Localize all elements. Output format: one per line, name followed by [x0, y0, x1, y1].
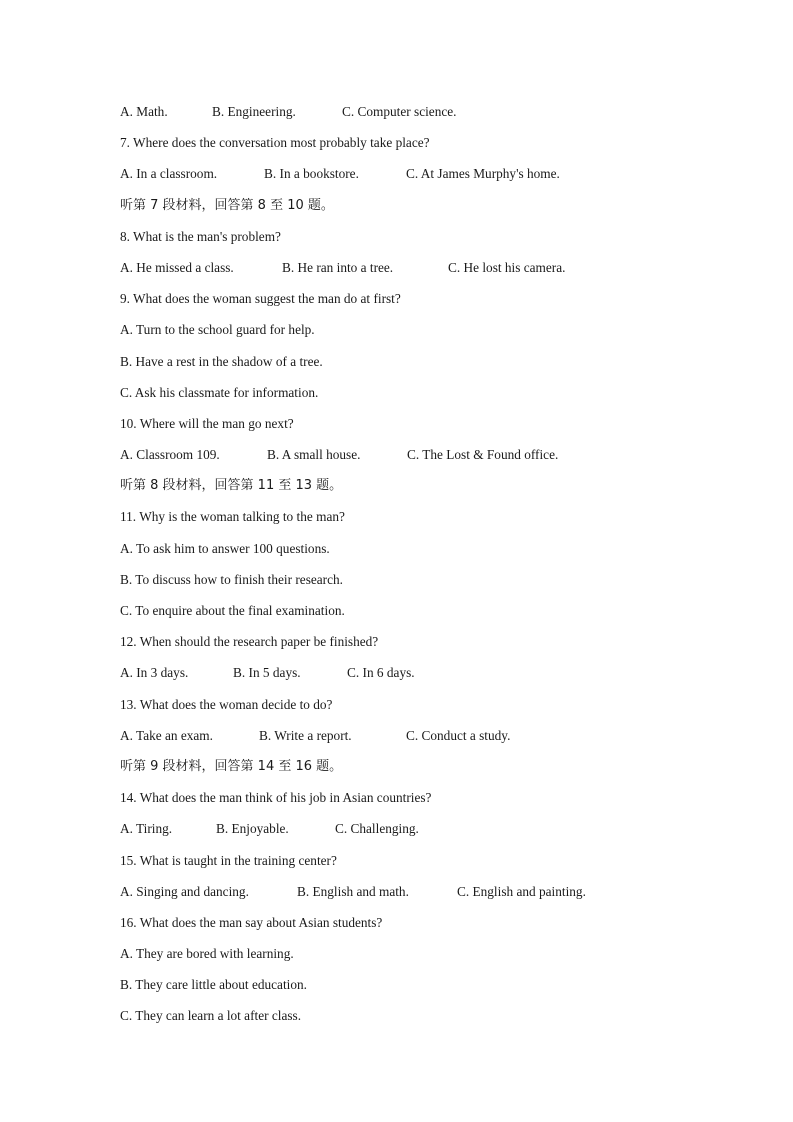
option-a: A. Singing and dancing.: [120, 883, 249, 899]
options-row: [120, 164, 740, 195]
option-b: B. Engineering.: [212, 104, 296, 119]
option-c: C. The Lost & Found office.: [407, 447, 559, 463]
options-row: [120, 102, 740, 133]
option-a: A. Classroom 109.: [120, 447, 220, 463]
options-row: [120, 726, 740, 757]
option-c: C. Conduct a study.: [406, 727, 511, 743]
option-c: C. Computer science.: [342, 104, 457, 119]
question-text: 7. Where does the conversation most probably take place?: [120, 135, 430, 151]
question-text: 15. What is taught in the training center?: [120, 852, 337, 868]
exam-page: [120, 102, 740, 1038]
question-text: 9. What does the woman suggest the man do at first?: [120, 291, 401, 307]
option-c: C. English and painting.: [457, 883, 586, 899]
option-b: B. Write a report.: [259, 727, 352, 743]
question-text: 14. What does the man think of his job in Asian countries?: [120, 790, 432, 806]
option-a: A. Tiring.: [120, 821, 173, 837]
option-b: B. A small house.: [267, 447, 361, 463]
option-text: A. Turn to the school guard for help.: [120, 322, 315, 338]
section-heading: 听第 9 段材料，回答第 14 至 16 题。: [120, 758, 343, 774]
option-a: A. In 3 days.: [120, 665, 189, 681]
question-text: 10. Where will the man go next?: [120, 415, 294, 431]
option-c: C. In 6 days.: [347, 665, 415, 681]
option-a: A. He missed a class.: [120, 259, 234, 275]
options-row: [120, 882, 740, 913]
option-text: C. They can learn a lot after class.: [120, 1008, 302, 1024]
section-heading: 听第 8 段材料，回答第 11 至 13 题。: [120, 478, 343, 494]
option-c: C. At James Murphy's home.: [406, 166, 560, 182]
option-text: A. To ask him to answer 100 questions.: [120, 540, 330, 556]
options-row: [120, 445, 740, 476]
option-b: B. He ran into a tree.: [282, 259, 394, 275]
question-text: 16. What does the man say about Asian students?: [120, 914, 383, 930]
option-text: C. To enquire about the final examination.: [120, 603, 345, 618]
option-a: A. In a classroom.: [120, 166, 218, 182]
option-a: A. Take an exam.: [120, 727, 213, 743]
option-b: B. English and math.: [297, 883, 409, 899]
section-heading: 听第 7 段材料，回答第 8 至 10 题。: [120, 197, 334, 213]
option-text: B. To discuss how to finish their research.: [120, 571, 343, 587]
option-c: C. He lost his camera.: [448, 259, 566, 275]
option-text: A. They are bored with learning.: [120, 946, 294, 962]
question-text: 13. What does the woman decide to do?: [120, 696, 333, 712]
options-row: [120, 258, 740, 289]
question-text: 12. When should the research paper be finished?: [120, 634, 379, 650]
option-b: B. Enjoyable.: [216, 821, 289, 837]
option-text: C. Ask his classmate for information.: [120, 384, 319, 400]
options-row: [120, 663, 740, 694]
option-b: B. In a bookstore.: [264, 166, 359, 182]
option-text: B. They care little about education.: [120, 977, 307, 993]
option-c: C. Challenging.: [335, 821, 419, 837]
option-text: B. Have a rest in the shadow of a tree.: [120, 353, 323, 369]
question-text: 8. What is the man's problem?: [120, 228, 281, 244]
option-a: A. Math.: [120, 104, 168, 119]
option-b: B. In 5 days.: [233, 665, 301, 681]
options-row: [120, 819, 740, 850]
question-text: 11. Why is the woman talking to the man?: [120, 509, 345, 525]
